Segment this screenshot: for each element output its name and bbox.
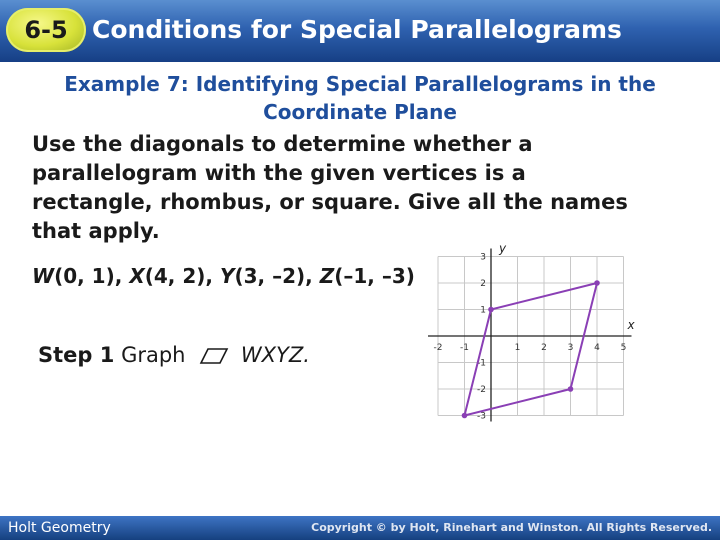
vertex-point — [488, 307, 494, 313]
graph-axes — [428, 249, 632, 422]
vertex-point — [594, 280, 600, 286]
y-tick-label: 1 — [480, 305, 486, 316]
parallelogram-wxyz — [465, 283, 598, 416]
vertex-z: Z(–1, –3) — [319, 264, 415, 288]
lesson-title: Conditions for Special Parallelograms — [92, 15, 622, 44]
vertex-point — [462, 413, 468, 419]
y-tick-label: -2 — [477, 385, 486, 395]
footer-bar — [0, 516, 720, 540]
x-tick-label: 2 — [541, 343, 547, 353]
parallelogram-vertices — [462, 280, 600, 418]
vertex-point — [568, 386, 574, 392]
x-tick-label: 4 — [594, 343, 600, 353]
x-tick-label: 1 — [514, 343, 521, 353]
footer-course: Holt Geometry — [8, 520, 111, 536]
y-tick-label: 3 — [480, 252, 486, 263]
y-tick-label: -3 — [477, 411, 486, 422]
vertex-w: W(0, 1) — [32, 264, 115, 288]
step-1 — [38, 340, 310, 370]
vertices-list: W(0, 1), X(4, 2), Y(3, –2), Z(–1, –3) — [32, 264, 415, 288]
x-tick-label: 5 — [620, 343, 627, 353]
figure-name: WXYZ. — [240, 343, 310, 367]
y-tick-label: 2 — [480, 279, 486, 289]
lesson-badge — [6, 8, 86, 52]
x-tick-label: -2 — [433, 343, 443, 353]
coordinate-graph — [418, 241, 643, 465]
vertex-x: X(4, 2) — [129, 264, 206, 288]
header-bar — [0, 0, 720, 62]
step-text: Graph — [121, 343, 186, 367]
lesson-number: 6-5 — [24, 16, 68, 44]
example-title: Example 7: Identifying Special Parallelograms in the Coordinate Plane — [64, 72, 656, 124]
y-tick-label: -1 — [477, 358, 486, 369]
x-tick-label: -1 — [460, 343, 469, 353]
vertex-y: Y(3, –2) — [219, 264, 306, 288]
x-tick-label: 3 — [567, 343, 574, 353]
x-axis-label: x — [627, 318, 635, 332]
footer-copyright: Copyright © by Holt, Rinehart and Winston. All Rights Reserved. — [311, 521, 712, 534]
y-axis-label: y — [499, 241, 507, 256]
parallelogram-icon — [200, 347, 228, 365]
example-instructions: Use the diagonals to determine whether a parallelogram with the given vertices is a rectangle, rhombus, or square. Give all the names that apply. — [32, 132, 628, 243]
step-label: Step 1 — [38, 343, 115, 367]
